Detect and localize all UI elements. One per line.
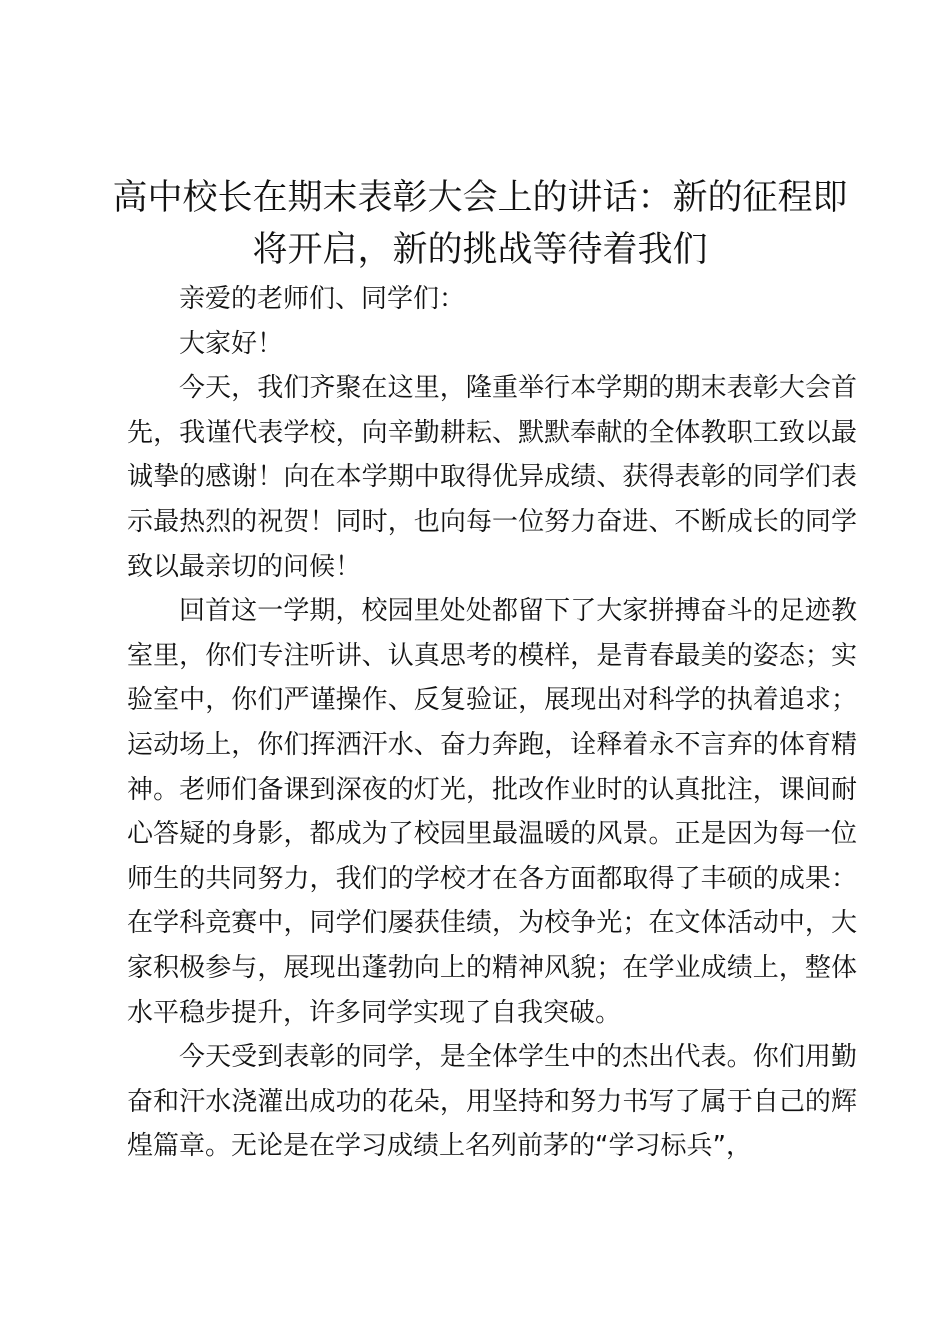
document-title: 高中校长在期末表彰大会上的讲话：新的征程即将开启，新的挑战等待着我们 <box>112 178 848 270</box>
body-paragraph: 今天受到表彰的同学，是全体学生中的杰出代表。你们用勤奋和汗水浇灌出成功的花朵，用坚持和努力书写了属于自己的辉煌篇章。无论是在学习成绩上名列前茅的“学习标兵”， <box>127 1042 857 1162</box>
salutation-paragraph: 亲爱的老师们、同学们： <box>179 284 466 314</box>
document-body <box>127 277 857 1169</box>
body-paragraph: 回首这一学期，校园里处处都留下了大家拼搏奋斗的足迹教室里，你们专注听讲、认真思考的模样，是青春最美的姿态；实验室中，你们严谨操作、反复验证，展现出对科学的执着追求；运动场上，你们挥洒汗水、奋力奔跑，诠释着永不言弃的体育精神。老师们备课到深夜的灯光，批改作业时的认真批注，课间耐心答疑的身影，都成为了校园里最温暖的风景。正是因为每一位师生的共同努力，我们的学校才在各方面都取得了丰硕的成果：在学科竞赛中，同学们屡获佳绩，为校争光；在文体活动中，大家积极参与，展现出蓬勃向上的精神风貌；在学业成绩上，整体水平稳步提升，许多同学实现了自我突破。 <box>127 596 857 1028</box>
greeting-paragraph: 大家好！ <box>179 328 284 359</box>
body-paragraph: 今天，我们齐聚在这里，隆重举行本学期的期末表彰大会首先，我谨代表学校，向辛勤耕耘、默默奉献的全体教职工致以最诚挚的感谢！向在本学期中取得优异成绩、获得表彰的同学们表示最热烈的祝贺！同时，也向每一位努力奋进、不断成长的同学致以最亲切的问候！ <box>127 373 857 582</box>
